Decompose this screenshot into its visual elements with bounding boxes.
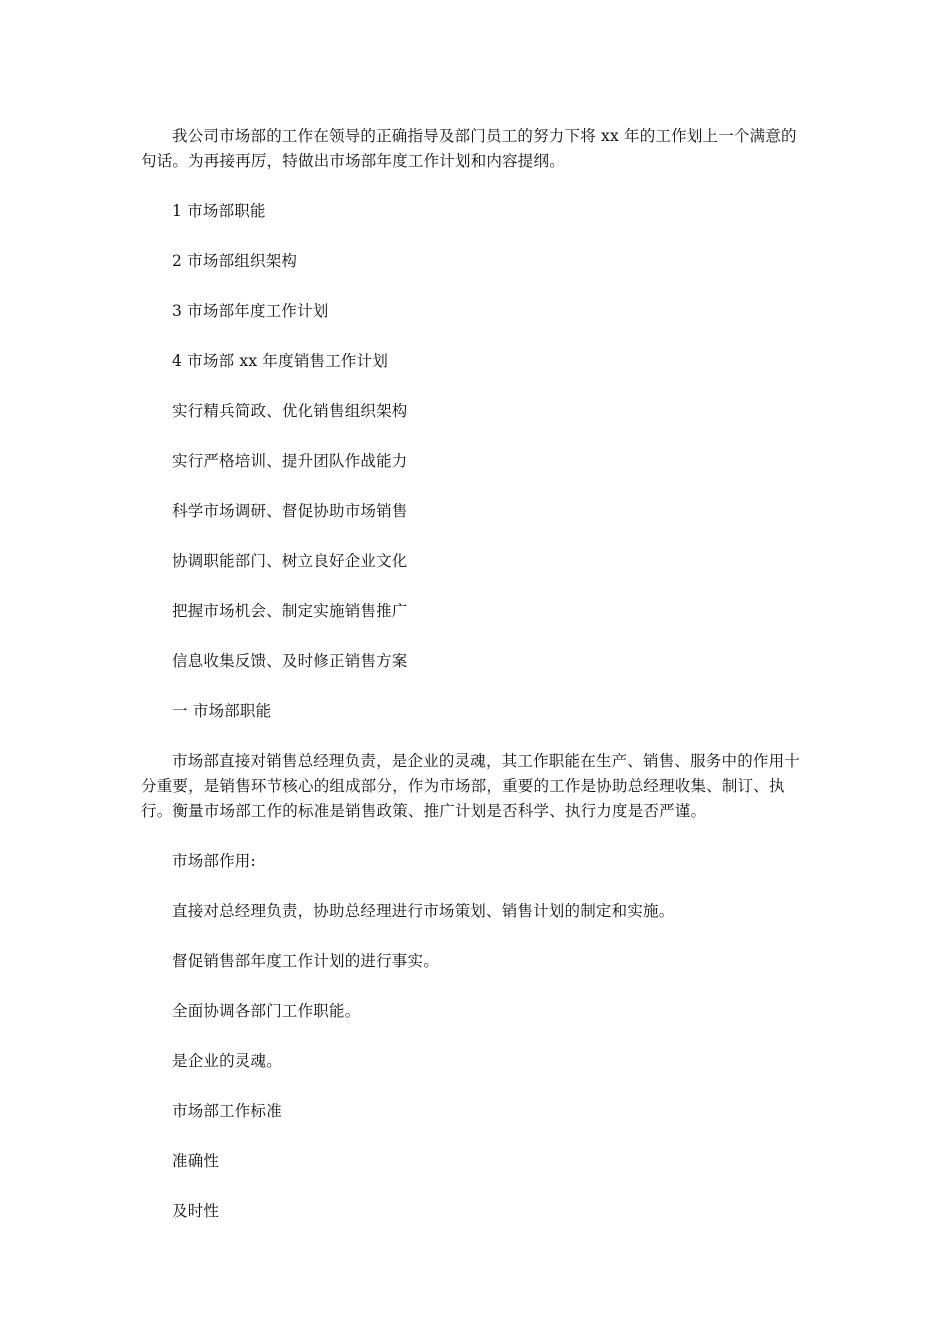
plan-point-4: 协调职能部门、树立良好企业文化 <box>172 552 408 570</box>
plan-point-3: 科学市场调研、督促协助市场销售 <box>172 502 408 520</box>
outline-item-2: 2 市场部组织架构 <box>172 252 298 270</box>
plan-point-5: 把握市场机会、制定实施销售推广 <box>172 602 408 620</box>
outline-item-3: 3 市场部年度工作计划 <box>172 302 329 320</box>
plan-point-2: 实行严格培训、提升团队作战能力 <box>172 452 408 470</box>
role-item-3: 全面协调各部门工作职能。 <box>172 1002 361 1020</box>
document-body <box>141 124 811 1224</box>
intro-paragraph: 我公司市场部的工作在领导的正确指导及部门员工的努力下将 xx 年的工作划上一个满意的句话。为再接再厉，特做出市场部年度工作计划和内容提纲。 <box>141 127 797 170</box>
standard-heading: 市场部工作标准 <box>172 1102 282 1120</box>
outline-item-1: 1 市场部职能 <box>172 202 266 220</box>
section-paragraph: 市场部直接对销售总经理负责，是企业的灵魂，其工作职能在生产、销售、服务中的作用十分重要，是销售环节核心的组成部分，作为市场部，重要的工作是协助总经理收集、制订、执行。衡量市场部工作的标准是销售政策、推广计划是否科学、执行力度是否严谨。 <box>141 752 801 820</box>
standard-item-2: 及时性 <box>172 1202 220 1220</box>
role-item-4: 是企业的灵魂。 <box>172 1052 282 1070</box>
plan-point-6: 信息收集反馈、及时修正销售方案 <box>172 652 408 670</box>
standard-item-1: 准确性 <box>172 1152 220 1170</box>
role-item-1: 直接对总经理负责，协助总经理进行市场策划、销售计划的制定和实施。 <box>172 902 675 920</box>
role-heading: 市场部作用: <box>172 852 256 870</box>
plan-point-1: 实行精兵简政、优化销售组织架构 <box>172 402 408 420</box>
role-item-2: 督促销售部年度工作计划的进行事实。 <box>172 952 439 970</box>
section-heading-1: 一 市场部职能 <box>172 702 272 720</box>
outline-item-4: 4 市场部 xx 年度销售工作计划 <box>172 352 389 370</box>
